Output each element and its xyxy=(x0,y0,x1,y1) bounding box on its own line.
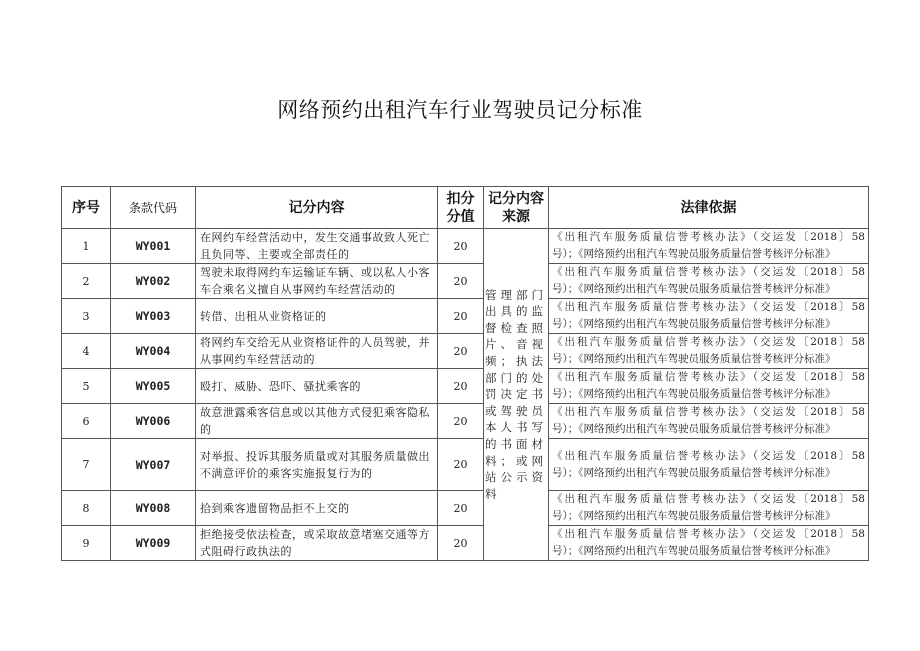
row-law xyxy=(549,299,869,334)
table-row xyxy=(62,299,869,334)
header-score: 扣分分值 xyxy=(438,187,484,229)
row-code: WY002 xyxy=(111,264,196,299)
table-header-row xyxy=(62,187,869,229)
row-content: 故意泄露乘客信息或以其他方式侵犯乘客隐私的 xyxy=(196,404,438,439)
row-seq: 5 xyxy=(62,369,111,404)
row-content: 拒绝接受依法检查，或采取故意堵塞交通等方式阻碍行政执法的 xyxy=(196,526,438,561)
row-law xyxy=(549,526,869,561)
law-line-2: 号）；《网络预约出租汽车驾驶员服务质量信誉考核评分标准》 xyxy=(552,510,836,522)
row-seq: 2 xyxy=(62,264,111,299)
law-line-2: 号）；《网络预约出租汽车驾驶员服务质量信誉考核评分标准》 xyxy=(552,423,836,435)
law-line-1: 《出租汽车服务质量信誉考核办法》（交运发〔2018〕58 xyxy=(552,301,865,313)
row-content: 拾到乘客遗留物品拒不上交的 xyxy=(196,491,438,526)
law-line-1: 《出租汽车服务质量信誉考核办法》（交运发〔2018〕58 xyxy=(552,406,865,418)
source-cell xyxy=(484,229,549,561)
table-row xyxy=(62,439,869,491)
row-score: 20 xyxy=(438,439,484,491)
row-content: 对举报、投诉其服务质量或对其服务质量做出不满意评价的乘客实施报复行为的 xyxy=(196,439,438,491)
row-score: 20 xyxy=(438,264,484,299)
row-score: 20 xyxy=(438,229,484,264)
row-seq: 3 xyxy=(62,299,111,334)
header-source: 记分内容来源 xyxy=(484,187,549,229)
row-law xyxy=(549,404,869,439)
law-line-1: 《出租汽车服务质量信誉考核办法》（交运发〔2018〕58 xyxy=(552,231,865,243)
row-score: 20 xyxy=(438,491,484,526)
row-law xyxy=(549,439,869,491)
row-law xyxy=(549,229,869,264)
row-code: WY004 xyxy=(111,334,196,369)
row-content: 转借、出租从业资格证的 xyxy=(196,299,438,334)
table-row xyxy=(62,229,869,264)
row-content: 驾驶未取得网约车运输证车辆、或以私人小客车合乘名义擅自从事网约车经营活动的 xyxy=(196,264,438,299)
row-score: 20 xyxy=(438,526,484,561)
row-seq: 7 xyxy=(62,439,111,491)
row-score: 20 xyxy=(438,334,484,369)
law-line-2: 号）；《网络预约出租汽车驾驶员服务质量信誉考核评分标准》 xyxy=(552,466,836,479)
row-law xyxy=(549,369,869,404)
law-line-1: 《出租汽车服务质量信誉考核办法》（交运发〔2018〕58 xyxy=(552,266,865,278)
row-content: 殴打、威胁、恐吓、骚扰乘客的 xyxy=(196,369,438,404)
row-score: 20 xyxy=(438,404,484,439)
table-row xyxy=(62,404,869,439)
header-law: 法律依据 xyxy=(549,187,869,229)
row-law xyxy=(549,491,869,526)
row-code: WY008 xyxy=(111,491,196,526)
table-row xyxy=(62,526,869,561)
table-row xyxy=(62,334,869,369)
row-score: 20 xyxy=(438,299,484,334)
page-title: 网络预约出租汽车行业驾驶员记分标准 xyxy=(277,98,643,122)
law-line-2: 号）；《网络预约出租汽车驾驶员服务质量信誉考核评分标准》 xyxy=(552,388,836,400)
law-line-2: 号）；《网络预约出租汽车驾驶员服务质量信誉考核评分标准》 xyxy=(552,248,836,260)
row-code: WY009 xyxy=(111,526,196,561)
law-line-2: 号）；《网络预约出租汽车驾驶员服务质量信誉考核评分标准》 xyxy=(552,318,836,330)
source-text: 管理部门出具的监督检查照片、音视频；执法部门的处罚决定书或驾驶员本人书写的书面材料；或网站公示资料 xyxy=(485,287,547,501)
row-code: WY003 xyxy=(111,299,196,334)
row-code: WY001 xyxy=(111,229,196,264)
law-line-1: 《出租汽车服务质量信誉考核办法》（交运发〔2018〕58 xyxy=(552,371,865,383)
table-row xyxy=(62,264,869,299)
row-seq: 1 xyxy=(62,229,111,264)
table-row xyxy=(62,369,869,404)
law-line-1: 《出租汽车服务质量信誉考核办法》（交运发〔2018〕58 xyxy=(552,493,865,505)
row-seq: 4 xyxy=(62,334,111,369)
row-score: 20 xyxy=(438,369,484,404)
row-code: WY005 xyxy=(111,369,196,404)
header-code: 条款代码 xyxy=(111,187,196,229)
table-row xyxy=(62,491,869,526)
row-content: 将网约车交给无从业资格证件的人员驾驶，并从事网约车经营活动的 xyxy=(196,334,438,369)
row-code: WY007 xyxy=(111,439,196,491)
row-code: WY006 xyxy=(111,404,196,439)
row-content: 在网约车经营活动中，发生交通事故致人死亡且负同等、主要或全部责任的 xyxy=(196,229,438,264)
header-content: 记分内容 xyxy=(196,187,438,229)
law-line-1: 《出租汽车服务质量信誉考核办法》（交运发〔2018〕58 xyxy=(552,528,865,540)
scoring-table xyxy=(61,186,869,561)
law-line-2: 号）；《网络预约出租汽车驾驶员服务质量信誉考核评分标准》 xyxy=(552,283,836,295)
law-line-2: 号）；《网络预约出租汽车驾驶员服务质量信誉考核评分标准》 xyxy=(552,353,836,365)
law-line-2: 号）；《网络预约出租汽车驾驶员服务质量信誉考核评分标准》 xyxy=(552,545,836,557)
law-line-1: 《出租汽车服务质量信誉考核办法》（交运发〔2018〕58 xyxy=(552,449,865,462)
row-seq: 9 xyxy=(62,526,111,561)
row-law xyxy=(549,264,869,299)
row-seq: 6 xyxy=(62,404,111,439)
row-seq: 8 xyxy=(62,491,111,526)
row-law xyxy=(549,334,869,369)
law-line-1: 《出租汽车服务质量信誉考核办法》（交运发〔2018〕58 xyxy=(552,336,865,348)
header-seq: 序号 xyxy=(62,187,111,229)
